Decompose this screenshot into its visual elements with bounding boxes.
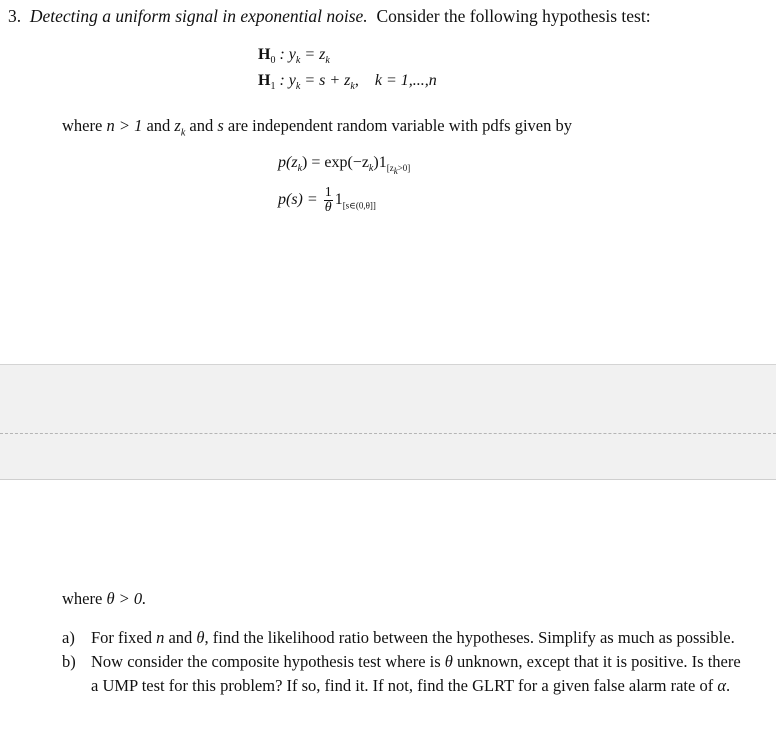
sub-questions — [62, 626, 742, 698]
dashed-divider — [0, 433, 776, 434]
pdf-z: $p(z_k) = \exp(-z_k)1_{[z_k>0]}$ — [278, 154, 411, 176]
where-line: where n > 1 and $z_k$ and s are independent random variable with pdfs given by — [62, 116, 573, 139]
question-heading — [8, 6, 651, 27]
theta-condition: where θ > 0. — [62, 589, 147, 608]
sub-question-b: b) Now consider the composite hypothesis test where is θ unknown, except that it is positive. Is there a UMP test for this problem? If so, find it. If not, find the GLRT for a given false alarm rate of α. — [62, 652, 741, 695]
question-number: 3. — [8, 6, 22, 26]
pdf-s: p(s) = $\frac{1}{\theta}$ $1_{[s\in(0,\theta]]}$ — [278, 185, 376, 215]
sub-question-a: a) For fixed n and θ, find the likelihood ratio between the hypotheses. Simplify as much as possible. — [62, 628, 735, 647]
hypothesis-h1: $H_1$ : $y_k = s + z_k$, k = 1,...,n — [258, 72, 437, 93]
fraction-1-over-theta: $\frac{1}{\theta}$ — [324, 185, 332, 215]
hypothesis-h0: $H_0$ : $y_k = z_k$ — [258, 46, 330, 67]
page-break-band — [0, 364, 776, 480]
k-range: k = 1,...,n — [374, 72, 437, 89]
question-intro: Consider the following hypothesis test: — [376, 6, 651, 26]
question-title: Detecting a uniform signal in exponential noise. — [29, 6, 368, 26]
